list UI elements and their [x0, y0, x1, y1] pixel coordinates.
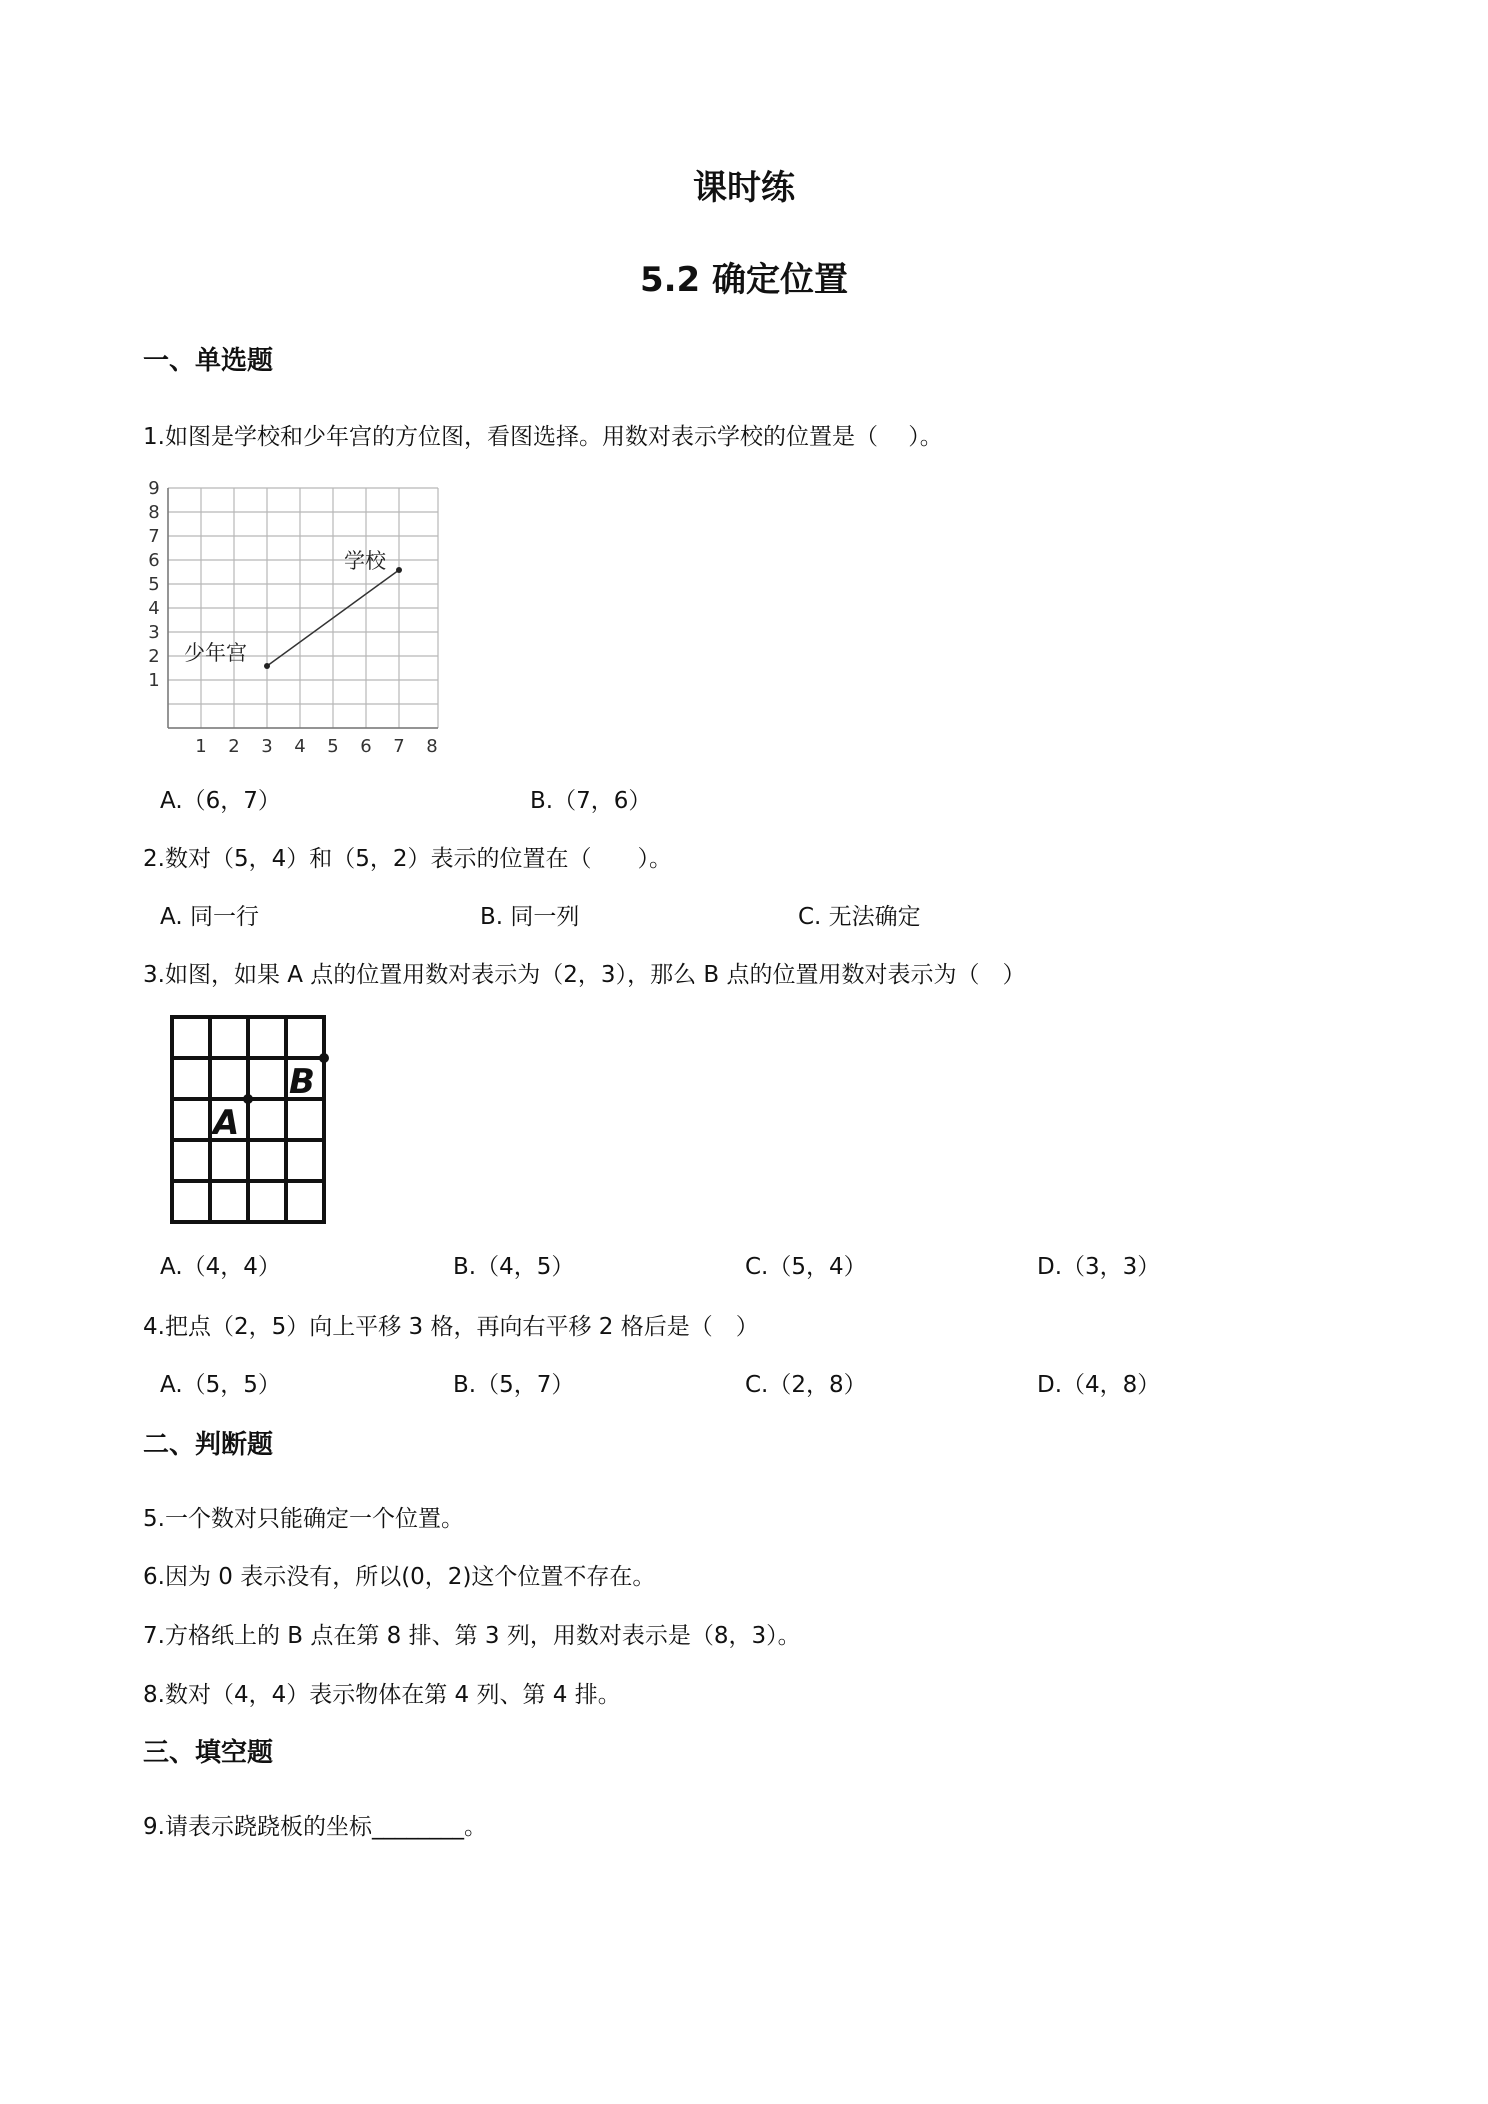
- question-4-option-c[interactable]: C.（2，8）: [745, 1372, 867, 1398]
- document-subtitle: 5.2 确定位置: [639, 260, 849, 300]
- y-tick: 2: [148, 646, 160, 667]
- x-tick: 8: [426, 736, 438, 757]
- question-2-option-a[interactable]: A. 同一行: [160, 904, 259, 930]
- question-3-option-c[interactable]: C.（5，4）: [745, 1254, 867, 1280]
- x-tick: 5: [327, 736, 339, 757]
- question-6-text: 6.因为 0 表示没有，所以(0，2)这个位置不存在。: [143, 1564, 656, 1590]
- question-3-option-a[interactable]: A.（4，4）: [160, 1254, 281, 1280]
- section-heading-fill-blank: 三、填空题: [143, 1738, 274, 1768]
- y-tick: 8: [148, 502, 160, 523]
- y-tick: 1: [148, 670, 160, 691]
- question-1-option-b[interactable]: B.（7，6）: [530, 788, 652, 814]
- x-tick: 1: [195, 736, 207, 757]
- question-4-option-a[interactable]: A.（5，5）: [160, 1372, 281, 1398]
- x-tick: 7: [393, 736, 405, 757]
- question-8-text: 8.数对（4，4）表示物体在第 4 列、第 4 排。: [143, 1682, 621, 1708]
- point-b-label: B: [289, 1062, 315, 1102]
- x-tick: 6: [360, 736, 372, 757]
- x-tick: 3: [261, 736, 273, 757]
- question-1-option-a[interactable]: A.（6，7）: [160, 788, 281, 814]
- question-3-option-d[interactable]: D.（3，3）: [1037, 1254, 1161, 1280]
- question-4-option-d[interactable]: D.（4，8）: [1037, 1372, 1161, 1398]
- y-tick: 9: [148, 478, 160, 499]
- y-tick: 6: [148, 550, 160, 571]
- y-tick: 7: [148, 526, 160, 547]
- x-tick: 4: [294, 736, 306, 757]
- question-2-text: 2.数对（5，4）和（5，2）表示的位置在（ ）。: [143, 846, 672, 872]
- question-7-text: 7.方格纸上的 B 点在第 8 排、第 3 列，用数对表示是（8，3）。: [143, 1623, 801, 1649]
- question-4-option-b[interactable]: B.（5，7）: [453, 1372, 575, 1398]
- section-heading-true-false: 二、判断题: [143, 1430, 274, 1460]
- question-3-figure: [165, 1010, 335, 1230]
- question-3-text: 3.如图，如果 A 点的位置用数对表示为（2，3），那么 B 点的位置用数对表示为（ ）: [143, 962, 1026, 988]
- y-tick: 5: [148, 574, 160, 595]
- section-heading-single-choice: 一、单选题: [143, 346, 274, 376]
- school-label: 学校: [344, 549, 386, 573]
- question-1-text: 1.如图是学校和少年宫的方位图，看图选择。用数对表示学校的位置是（ ）。: [143, 424, 943, 450]
- question-9-text: 9.请表示跷跷板的坐标________。: [143, 1814, 487, 1840]
- y-tick: 4: [148, 598, 160, 619]
- y-tick: 3: [148, 622, 160, 643]
- question-3-option-b[interactable]: B.（4，5）: [453, 1254, 575, 1280]
- question-1-figure: [140, 478, 450, 760]
- question-2-option-c[interactable]: C. 无法确定: [798, 904, 921, 930]
- question-4-text: 4.把点（2，5）向上平移 3 格，再向右平移 2 格后是（ ）: [143, 1314, 759, 1340]
- youth-palace-label: 少年宫: [184, 641, 247, 665]
- document-title: 课时练: [693, 168, 795, 208]
- x-tick: 2: [228, 736, 240, 757]
- question-2-option-b[interactable]: B. 同一列: [480, 904, 580, 930]
- point-a-label: A: [213, 1103, 240, 1143]
- question-5-text: 5.一个数对只能确定一个位置。: [143, 1506, 464, 1532]
